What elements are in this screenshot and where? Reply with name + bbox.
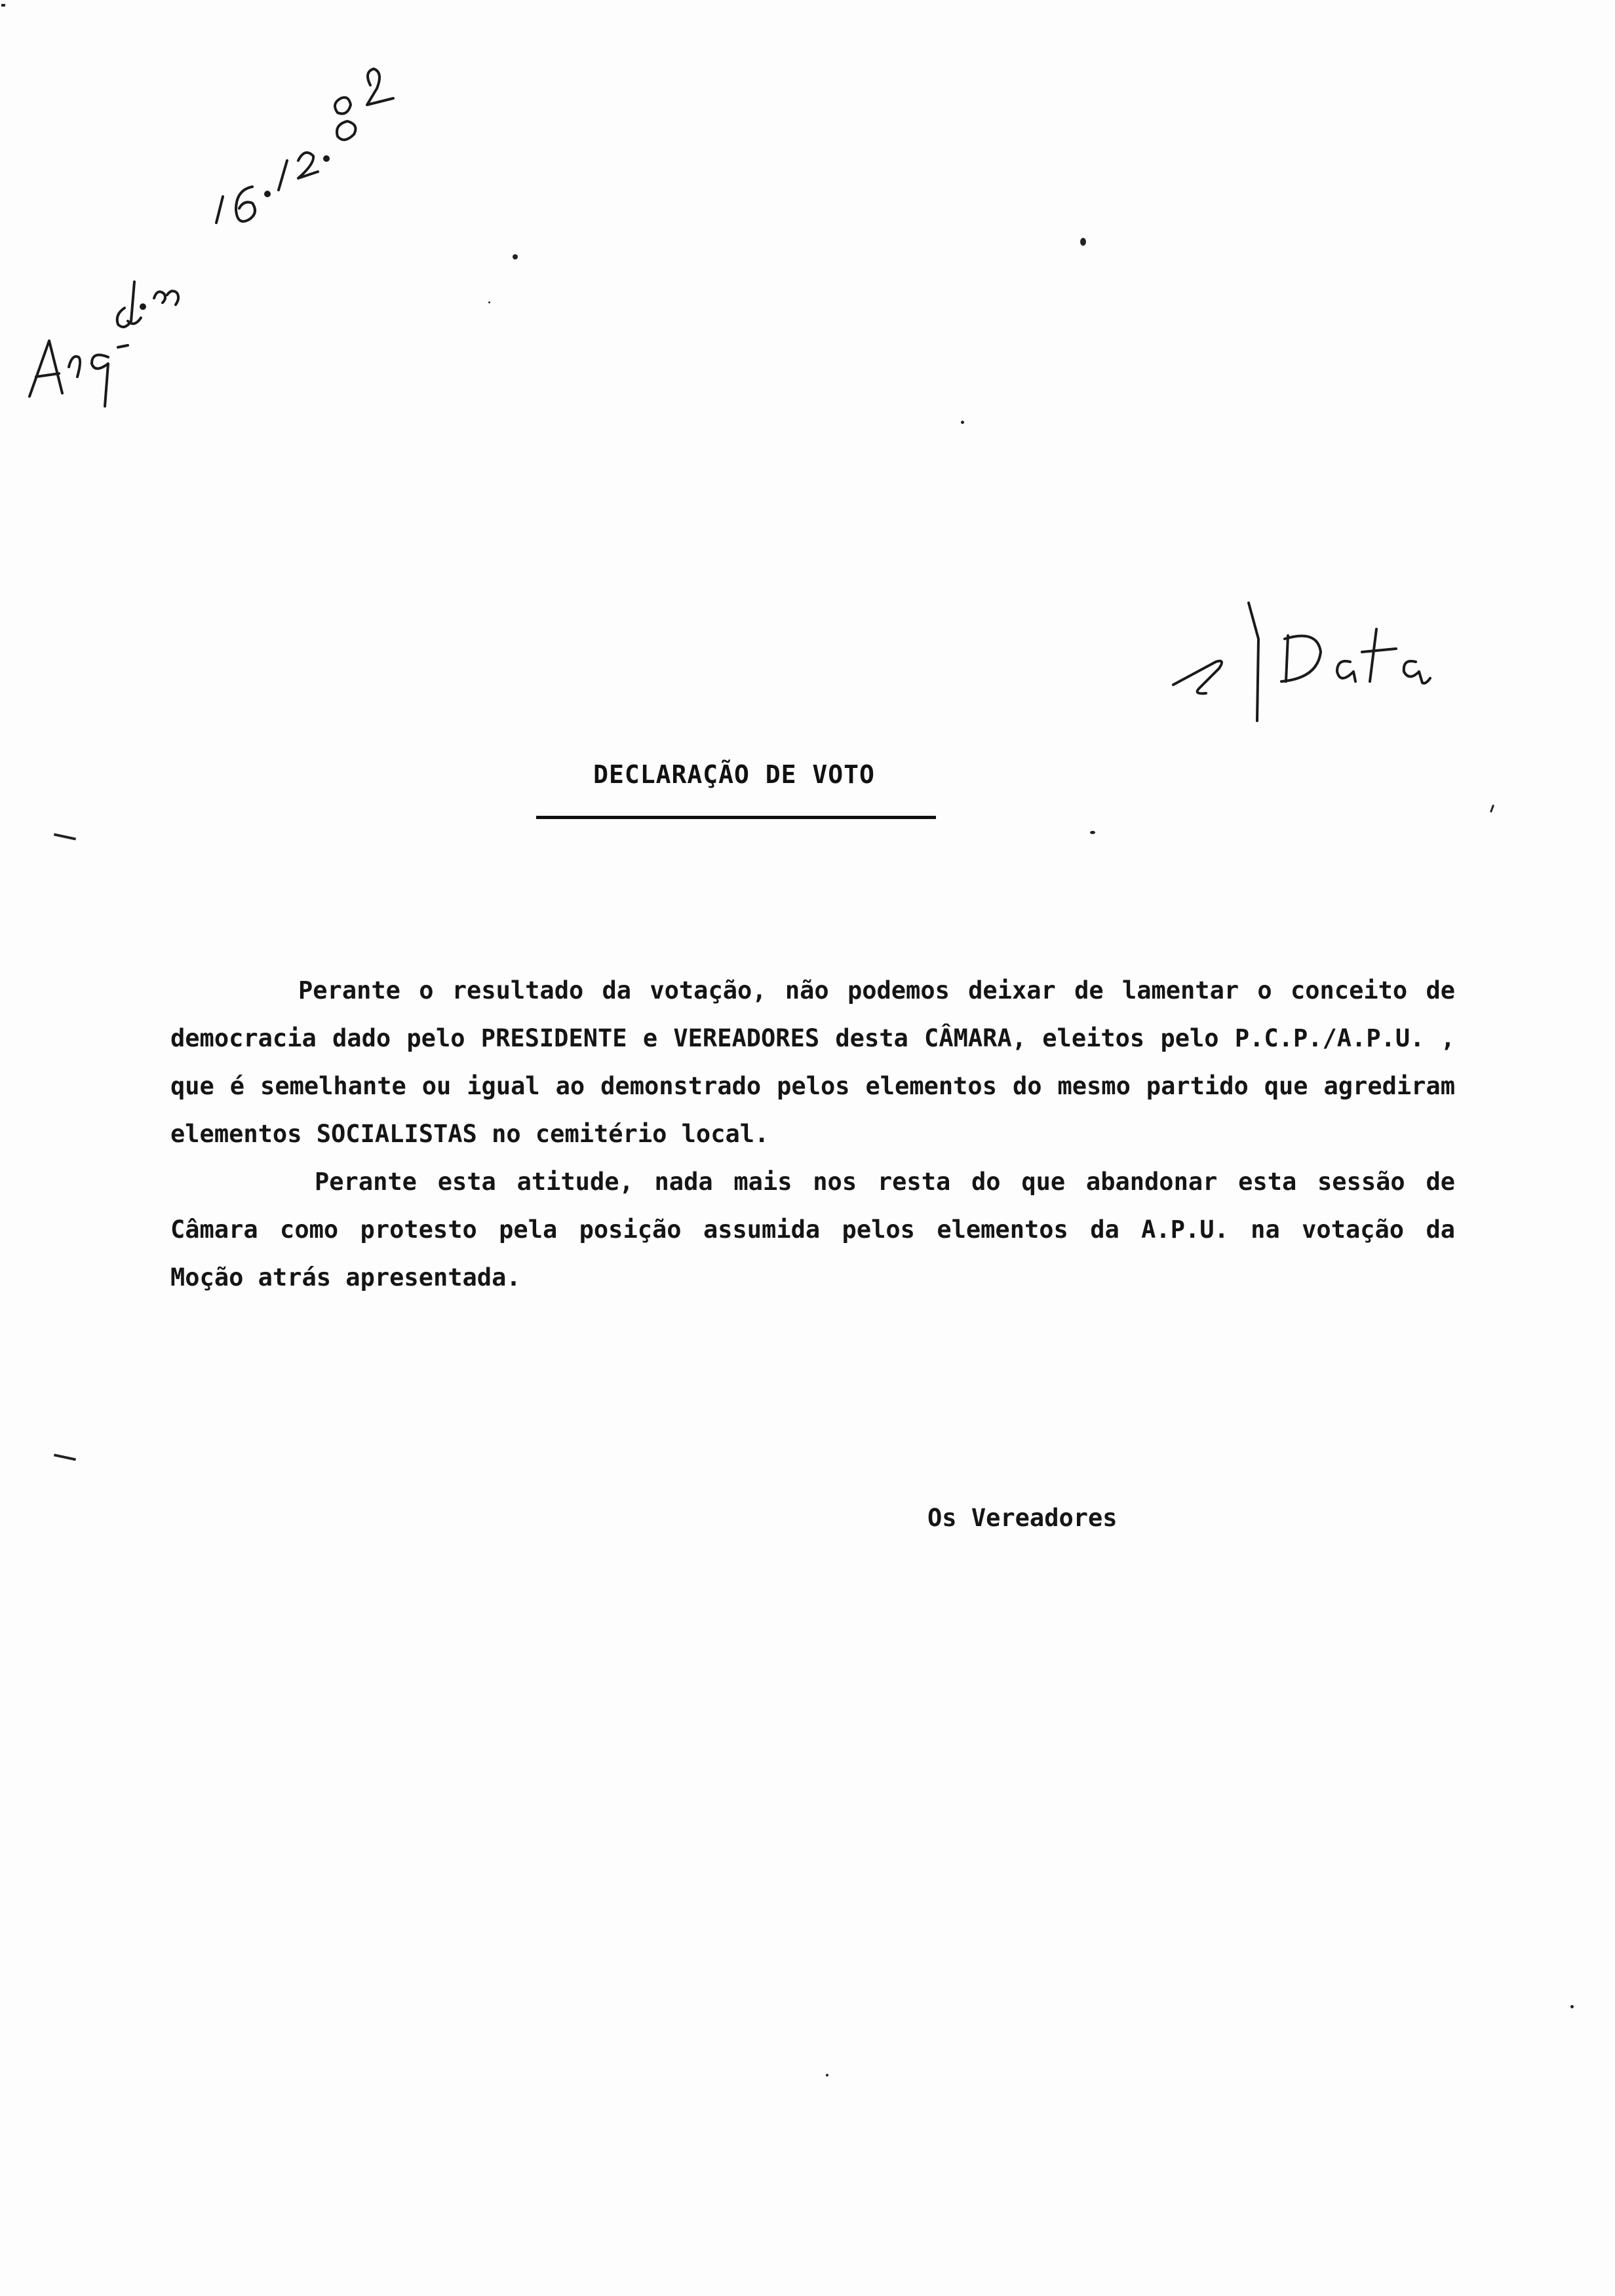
handwritten-note-no-date <box>1173 603 1430 721</box>
ink-speck <box>1090 831 1095 834</box>
handwritten-note-archived <box>29 69 393 406</box>
document-body <box>170 966 1455 1301</box>
ink-speck <box>488 301 490 303</box>
document-title: DECLARAÇÃO DE VOTO <box>593 760 875 789</box>
corner-mark <box>1 4 5 7</box>
paragraph-1: Perante o resultado da votação, não podemos deixar de lamentar o conceito de democracia dado pelo PRESIDENTE e VEREADORES desta CÂMARA, eleitos pelo P.C.P./A.P.U. , que é semelhante ou igual ao demonstrado pelos elementos do mesmo partido que agrediram elementos SOCIALISTAS no cemitério local. <box>170 976 1455 1148</box>
signature-line: Os Vereadores <box>927 1504 1118 1532</box>
ink-speck <box>513 254 518 259</box>
ink-speck <box>1570 2005 1574 2008</box>
ink-speck <box>1080 238 1086 246</box>
title-underline <box>536 816 936 819</box>
ink-speck <box>961 421 964 424</box>
paragraph-2: Perante esta atitude, nada mais nos resta do que abandonar esta sessão de Câmara como protesto pela posição assumida pelos elementos da A.P.U. na votação da Moção atrás apresentada. <box>170 1168 1455 1292</box>
ink-speck <box>826 2074 828 2076</box>
